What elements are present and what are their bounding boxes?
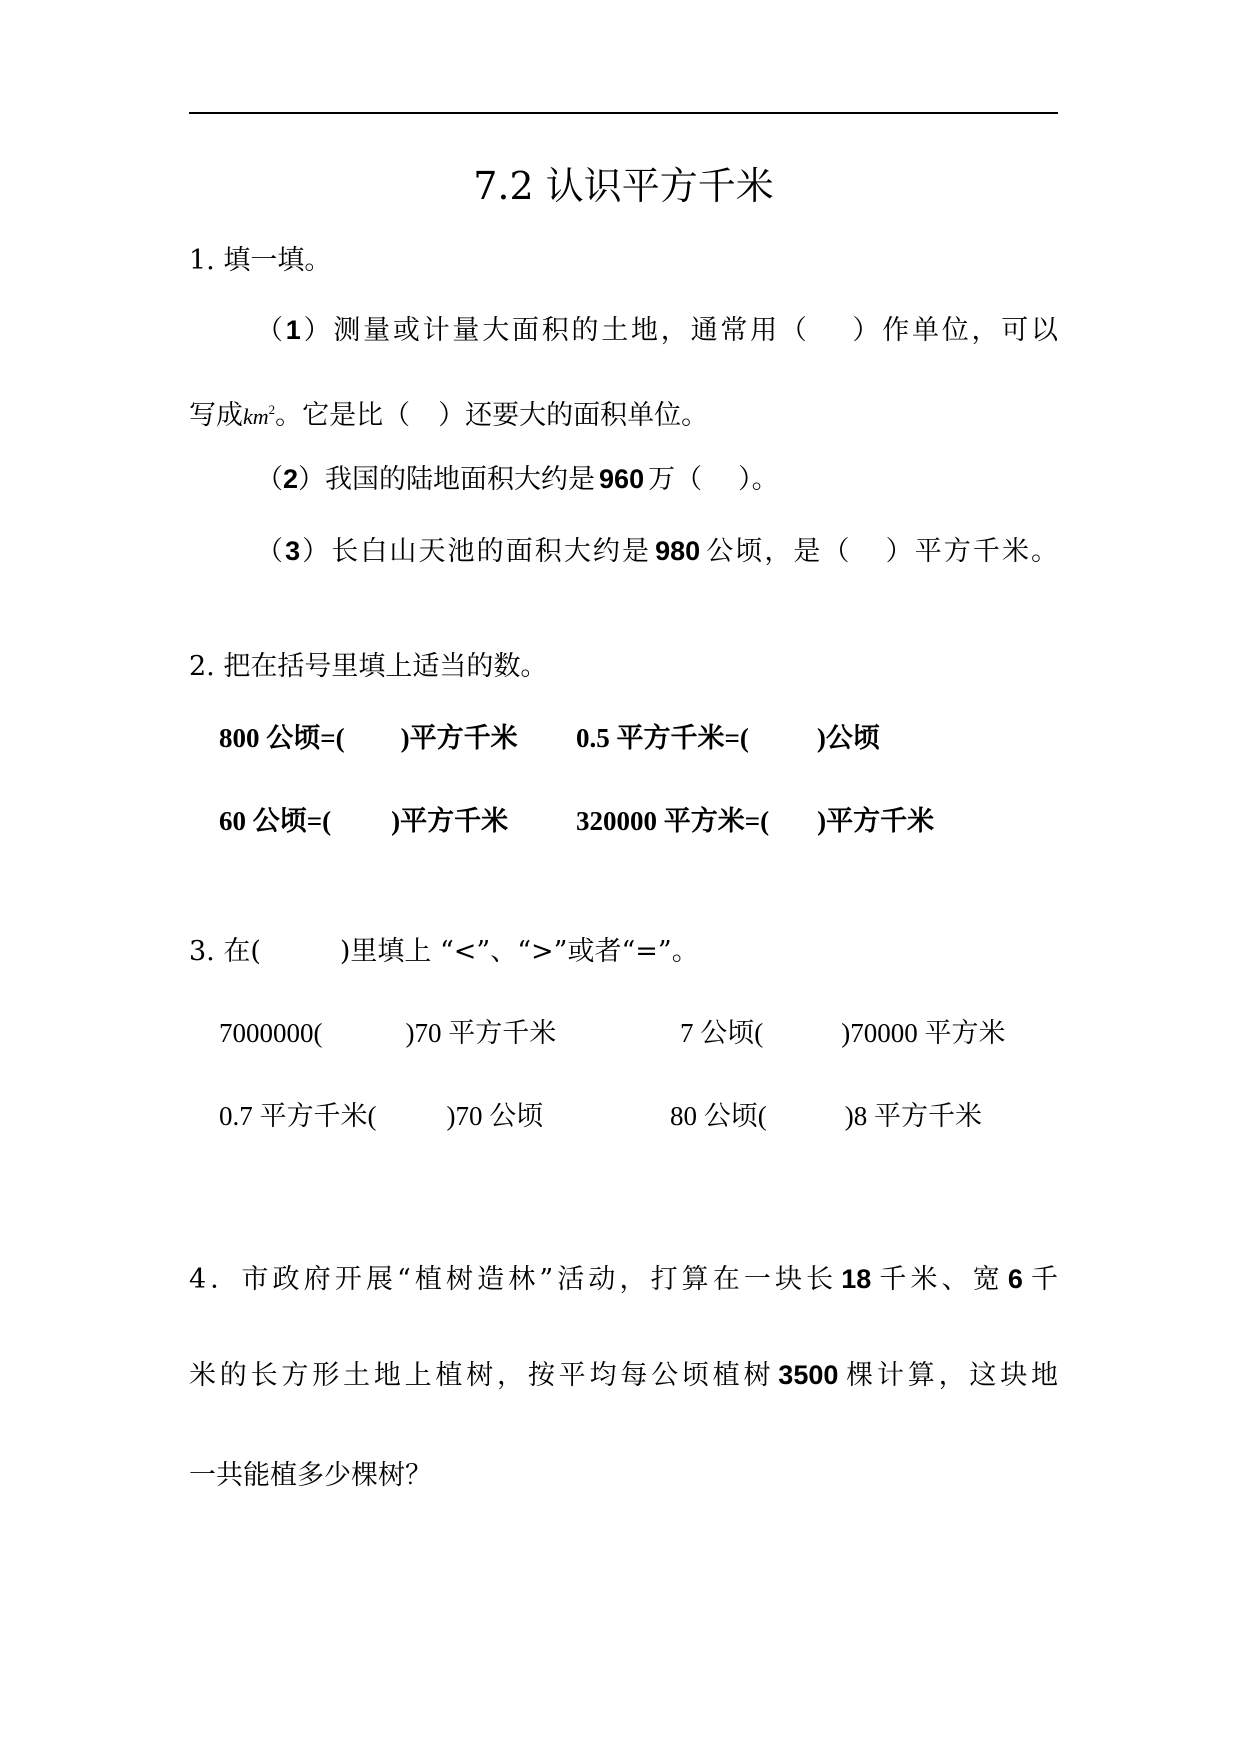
question-1-item-3 [256, 531, 1058, 572]
item-text: ）作单位，可以 [849, 315, 1059, 346]
comparison-text: 0.7 平方千米( [219, 1101, 377, 1131]
unit-square-kilometre [243, 404, 275, 429]
question-1-item-2 [256, 459, 779, 500]
heading-text: 3. 在( [189, 936, 261, 967]
answer-blank [749, 727, 817, 754]
item-text: 公顷，是（ [704, 536, 852, 567]
conversion-text: )平方千米 [391, 806, 509, 836]
item-close-paren: ） [300, 315, 334, 346]
conversion-text: 60 公顷=( [219, 806, 332, 836]
question-3-heading [189, 932, 699, 972]
comparison-item [219, 1013, 556, 1053]
answer-blank [763, 1022, 841, 1049]
answer-blank [410, 403, 438, 430]
header-rule [189, 112, 1058, 114]
question-4-line-2 [189, 1355, 1058, 1396]
item-text: 写成 [189, 400, 243, 431]
conversion-item [219, 718, 518, 758]
item-open-paren: （ [256, 315, 286, 346]
answer-blank [323, 1022, 406, 1049]
unit-base: km [243, 404, 269, 429]
question-4-line-1 [189, 1259, 1058, 1300]
item-text: ）平方千米。 [883, 536, 1059, 567]
item-number: 1 [285, 315, 301, 345]
problem-text: 4．市政府开展“植树造林”活动，打算在一块长 [189, 1264, 838, 1295]
question-4-line-3: 一共能植多少棵树？ [189, 1460, 432, 1491]
item-number: 2 [283, 464, 299, 494]
answer-blank [852, 539, 884, 566]
conversion-text: )平方千米 [817, 806, 935, 836]
problem-text: 千米、宽 [875, 1264, 1004, 1295]
problem-text: 米的长方形土地上植树，按平均每公顷植树 [189, 1360, 775, 1391]
item-text: 长白山天池的面积大约是 [331, 536, 652, 567]
conversion-text: )公顷 [816, 723, 880, 753]
item-text: ）还要大的面积单位。 [438, 400, 709, 431]
item-value: 960 [599, 464, 645, 494]
page-title: 7.2 认识平方千米 [473, 164, 774, 208]
question-1-heading: 1. 填一填。 [189, 245, 332, 276]
item-text: 测量或计量大面积的土地，通常用（ [333, 315, 810, 346]
answer-blank [261, 939, 340, 966]
problem-width-value: 6 [1007, 1264, 1023, 1294]
comparison-item [219, 1096, 543, 1136]
question-1-item-1-line-1 [256, 310, 1058, 351]
conversion-item [576, 718, 880, 758]
item-number: 3 [285, 536, 301, 566]
item-close-paren: ） [300, 536, 332, 567]
item-text: 。它是比（ [275, 400, 411, 431]
problem-length-value: 18 [841, 1264, 872, 1294]
comparison-text: 7000000( [219, 1018, 323, 1048]
answer-blank [810, 318, 850, 345]
item-value: 980 [655, 536, 701, 566]
comparison-text: )70 平方千米 [405, 1018, 557, 1048]
answer-blank [331, 810, 391, 837]
answer-blank [769, 810, 817, 837]
comparison-text: 80 公顷( [670, 1101, 767, 1131]
comparison-text: )70000 平方米 [841, 1018, 1006, 1048]
conversion-text: 800 公顷=( [219, 723, 345, 753]
question-1-item-1-line-2 [189, 390, 708, 437]
item-open-paren: （ [256, 536, 286, 567]
answer-blank [702, 467, 738, 494]
conversion-text: 0.5 平方千米=( [576, 723, 749, 753]
item-open-paren: （ [256, 464, 283, 495]
question-2-heading: 2. 把在括号里填上适当的数。 [189, 651, 548, 682]
problem-text: 棵计算，这块地 [842, 1360, 1059, 1391]
problem-text: 千 [1026, 1264, 1059, 1295]
item-text: ）。 [738, 464, 779, 495]
item-close-paren: ） [298, 464, 326, 495]
item-text: 我国的陆地面积大约是 [325, 464, 596, 495]
conversion-text: 320000 平方米=( [576, 806, 770, 836]
conversion-text: )平方千米 [400, 723, 518, 753]
answer-blank [377, 1105, 447, 1132]
comparison-text: 7 公顷( [680, 1018, 764, 1048]
heading-text: )里填上 “<”、“>”或者“=”。 [339, 936, 699, 967]
comparison-text: )8 平方千米 [844, 1101, 982, 1131]
answer-blank [345, 727, 401, 754]
comparison-text: )70 公顷 [446, 1101, 544, 1131]
conversion-item [576, 801, 934, 841]
problem-trees-per-hectare-value: 3500 [778, 1360, 839, 1390]
comparison-item [670, 1096, 982, 1136]
unit-exponent: 2 [268, 402, 276, 417]
comparison-item [680, 1013, 1006, 1053]
answer-blank [767, 1105, 845, 1132]
conversion-item [219, 801, 508, 841]
item-text: 万（ [648, 464, 703, 495]
